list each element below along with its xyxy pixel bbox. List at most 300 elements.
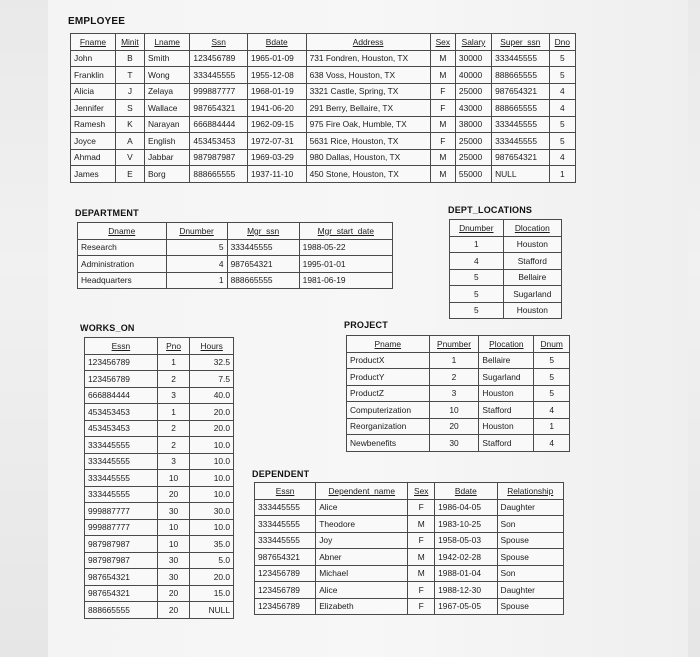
table-row	[85, 420, 234, 437]
table-row	[450, 253, 562, 270]
table-cell: 333445555	[255, 532, 316, 549]
table-cell: 1995-01-01	[299, 256, 392, 273]
table-cell: 1968-01-19	[247, 83, 306, 100]
dependent-title: DEPENDENT	[252, 469, 310, 479]
column-header: Hours	[190, 338, 234, 355]
column-header: Minit	[115, 34, 144, 51]
column-header: Dependent_name	[316, 483, 408, 500]
table-row	[71, 116, 576, 133]
table-row	[71, 83, 576, 100]
table-cell: 32.5	[190, 354, 234, 371]
column-header: Super_ssn	[492, 34, 550, 51]
table-row	[450, 286, 562, 303]
table-cell: 5	[450, 286, 504, 303]
table-cell: 1	[157, 404, 190, 421]
table-row	[255, 565, 564, 582]
table-row	[85, 569, 234, 586]
table-cell: Alice	[316, 582, 408, 599]
table-row	[85, 404, 234, 421]
column-header: Pno	[157, 338, 190, 355]
department-header-row	[78, 223, 393, 240]
table-cell: 7.5	[190, 371, 234, 388]
table-cell: Bellaire	[479, 352, 534, 369]
table-cell: 666884444	[190, 116, 248, 133]
table-cell: 3	[429, 385, 479, 402]
table-cell: 10.0	[190, 453, 234, 470]
column-header: Address	[306, 34, 430, 51]
table-cell: 4	[549, 149, 575, 166]
table-cell: 888665555	[492, 67, 550, 84]
table-cell: F	[430, 100, 455, 117]
table-cell: M	[430, 116, 455, 133]
table-cell: Joy	[316, 532, 408, 549]
table-cell: Spouse	[497, 532, 563, 549]
table-cell: 1967-05-05	[435, 598, 497, 615]
table-cell: A	[115, 133, 144, 150]
table-row	[347, 435, 570, 452]
table-cell: Wallace	[144, 100, 189, 117]
column-header: Dnumber	[166, 223, 227, 240]
table-cell: 4	[534, 435, 570, 452]
table-cell: Headquarters	[78, 272, 167, 289]
table-row	[255, 598, 564, 615]
table-row	[255, 516, 564, 533]
table-cell: Sugarland	[503, 286, 561, 303]
column-header: Mgr_start_date	[299, 223, 392, 240]
table-row	[255, 532, 564, 549]
table-cell: 1941-06-20	[247, 100, 306, 117]
table-row	[71, 67, 576, 84]
table-cell: Houston	[479, 418, 534, 435]
table-cell: F	[408, 598, 435, 615]
table-cell: 1	[549, 166, 575, 183]
column-header: Bdate	[247, 34, 306, 51]
table-cell: James	[71, 166, 116, 183]
table-cell: 10.0	[190, 437, 234, 454]
table-cell: 453453453	[190, 133, 248, 150]
table-row	[71, 133, 576, 150]
table-cell: 123456789	[255, 565, 316, 582]
table-cell: M	[408, 516, 435, 533]
table-cell: Joyce	[71, 133, 116, 150]
employee-title: EMPLOYEE	[68, 16, 126, 27]
table-cell: 333445555	[492, 116, 550, 133]
table-cell: ProductX	[347, 352, 430, 369]
table-cell: 123456789	[255, 582, 316, 599]
table-cell: 2	[429, 369, 479, 386]
project-header-row	[347, 336, 570, 353]
table-cell: 4	[549, 83, 575, 100]
table-row	[450, 302, 562, 319]
table-cell: 987654321	[492, 83, 550, 100]
table-cell: Narayan	[144, 116, 189, 133]
table-cell: 30	[157, 569, 190, 586]
table-cell: Spouse	[497, 549, 563, 566]
table-cell: Zelaya	[144, 83, 189, 100]
table-cell: 999887777	[85, 519, 158, 536]
department-title: DEPARTMENT	[75, 208, 139, 218]
table-cell: 1958-05-03	[435, 532, 497, 549]
table-cell: 5	[534, 385, 570, 402]
table-cell: 888665555	[190, 166, 248, 183]
table-cell: 10.0	[190, 519, 234, 536]
table-cell: 30	[157, 503, 190, 520]
table-cell: Stafford	[479, 402, 534, 419]
table-cell: 1986-04-05	[435, 499, 497, 516]
table-cell: Jabbar	[144, 149, 189, 166]
table-cell: 5	[549, 133, 575, 150]
table-row	[85, 536, 234, 553]
table-cell: 5	[450, 269, 504, 286]
table-cell: ProductZ	[347, 385, 430, 402]
table-cell: 888665555	[492, 100, 550, 117]
table-cell: 10	[157, 519, 190, 536]
table-cell: M	[430, 50, 455, 67]
table-cell: 1	[534, 418, 570, 435]
table-row	[85, 371, 234, 388]
table-cell: V	[115, 149, 144, 166]
table-cell: NULL	[190, 602, 234, 619]
table-cell: Computerization	[347, 402, 430, 419]
table-cell: 30.0	[190, 503, 234, 520]
table-cell: 35.0	[190, 536, 234, 553]
table-cell: 1972-07-31	[247, 133, 306, 150]
table-cell: 10.0	[190, 470, 234, 487]
column-header: Mgr_ssn	[227, 223, 299, 240]
table-cell: 43000	[455, 100, 491, 117]
table-cell: 4	[166, 256, 227, 273]
table-cell: F	[430, 83, 455, 100]
table-cell: 453453453	[85, 420, 158, 437]
table-cell: 987654321	[227, 256, 299, 273]
table-cell: 15.0	[190, 585, 234, 602]
table-cell: Daughter	[497, 499, 563, 516]
table-cell: Wong	[144, 67, 189, 84]
employee-header-row	[71, 34, 576, 51]
table-cell: NULL	[492, 166, 550, 183]
table-row	[347, 385, 570, 402]
dependent-header-row	[255, 483, 564, 500]
table-cell: 1	[429, 352, 479, 369]
column-header: Pname	[347, 336, 430, 353]
dept-locations-title: DEPT_LOCATIONS	[448, 205, 533, 215]
table-row	[71, 149, 576, 166]
table-cell: Theodore	[316, 516, 408, 533]
works-on-title: WORKS_ON	[80, 323, 135, 333]
table-cell: 40.0	[190, 387, 234, 404]
column-header: Lname	[144, 34, 189, 51]
column-header: Plocation	[479, 336, 534, 353]
table-cell: 333445555	[227, 239, 299, 256]
table-cell: 3	[157, 387, 190, 404]
table-cell: 25000	[455, 133, 491, 150]
table-cell: Alicia	[71, 83, 116, 100]
table-cell: 450 Stone, Houston, TX	[306, 166, 430, 183]
table-row	[255, 582, 564, 599]
table-cell: 4	[549, 100, 575, 117]
table-cell: 4	[450, 253, 504, 270]
table-cell: 2	[157, 420, 190, 437]
table-row	[85, 387, 234, 404]
table-row	[347, 402, 570, 419]
table-cell: Elizabeth	[316, 598, 408, 615]
table-cell: F	[408, 532, 435, 549]
dept-locations-header-row	[450, 220, 562, 237]
table-cell: 453453453	[85, 404, 158, 421]
table-cell: 3	[157, 453, 190, 470]
table-cell: 1942-02-28	[435, 549, 497, 566]
column-header: Relationship	[497, 483, 563, 500]
table-cell: 20	[157, 602, 190, 619]
table-cell: 987654321	[85, 585, 158, 602]
table-row	[255, 549, 564, 566]
table-cell: Abner	[316, 549, 408, 566]
table-cell: 5631 Rice, Houston, TX	[306, 133, 430, 150]
dept-locations-table	[449, 219, 562, 319]
table-cell: Alice	[316, 499, 408, 516]
works-on-table	[84, 337, 234, 619]
table-cell: 1965-01-09	[247, 50, 306, 67]
column-header: Sex	[430, 34, 455, 51]
table-row	[85, 552, 234, 569]
table-cell: Houston	[479, 385, 534, 402]
table-row	[347, 352, 570, 369]
table-cell: 20	[429, 418, 479, 435]
table-cell: M	[408, 549, 435, 566]
table-cell: 333445555	[255, 516, 316, 533]
table-cell: Spouse	[497, 598, 563, 615]
column-header: Dlocation	[503, 220, 561, 237]
column-header: Essn	[255, 483, 316, 500]
table-cell: ProductY	[347, 369, 430, 386]
table-cell: 1988-01-04	[435, 565, 497, 582]
table-cell: 987654321	[190, 100, 248, 117]
column-header: Dno	[549, 34, 575, 51]
table-cell: 1988-12-30	[435, 582, 497, 599]
table-cell: 30	[429, 435, 479, 452]
table-row	[85, 486, 234, 503]
table-cell: 25000	[455, 83, 491, 100]
table-cell: Michael	[316, 565, 408, 582]
table-cell: E	[115, 166, 144, 183]
table-cell: 5	[450, 302, 504, 319]
table-cell: 10	[157, 470, 190, 487]
table-cell: Smith	[144, 50, 189, 67]
employee-table	[70, 33, 576, 183]
table-cell: Ramesh	[71, 116, 116, 133]
table-cell: 333445555	[190, 67, 248, 84]
table-cell: 1988-05-22	[299, 239, 392, 256]
table-cell: Ahmad	[71, 149, 116, 166]
table-row	[85, 453, 234, 470]
table-cell: 123456789	[85, 354, 158, 371]
works-on-header-row	[85, 338, 234, 355]
table-row	[85, 503, 234, 520]
table-cell: 40000	[455, 67, 491, 84]
table-cell: Reorganization	[347, 418, 430, 435]
table-row	[71, 50, 576, 67]
table-row	[255, 499, 564, 516]
table-cell: 987654321	[492, 149, 550, 166]
dependent-table	[254, 482, 564, 615]
table-cell: 123456789	[255, 598, 316, 615]
table-cell: Franklin	[71, 67, 116, 84]
table-cell: 5.0	[190, 552, 234, 569]
table-row	[85, 519, 234, 536]
table-cell: Stafford	[479, 435, 534, 452]
table-row	[450, 269, 562, 286]
table-cell: 1983-10-25	[435, 516, 497, 533]
table-cell: Borg	[144, 166, 189, 183]
table-cell: Son	[497, 565, 563, 582]
column-header: Sex	[408, 483, 435, 500]
table-cell: Sugarland	[479, 369, 534, 386]
table-cell: 333445555	[492, 133, 550, 150]
column-header: Dnum	[534, 336, 570, 353]
column-header: Bdate	[435, 483, 497, 500]
table-cell: 291 Berry, Bellaire, TX	[306, 100, 430, 117]
table-cell: Son	[497, 516, 563, 533]
table-cell: 5	[549, 116, 575, 133]
table-cell: Research	[78, 239, 167, 256]
table-cell: 1	[450, 236, 504, 253]
table-cell: 55000	[455, 166, 491, 183]
table-cell: 5	[166, 239, 227, 256]
project-table	[346, 335, 570, 452]
table-cell: 888665555	[85, 602, 158, 619]
table-cell: F	[408, 499, 435, 516]
table-cell: 123456789	[190, 50, 248, 67]
table-cell: 975 Fire Oak, Humble, TX	[306, 116, 430, 133]
table-cell: 20.0	[190, 569, 234, 586]
table-cell: Daughter	[497, 582, 563, 599]
table-row	[450, 236, 562, 253]
table-cell: 1955-12-08	[247, 67, 306, 84]
table-cell: 4	[534, 402, 570, 419]
table-cell: K	[115, 116, 144, 133]
table-cell: M	[430, 149, 455, 166]
table-cell: Houston	[503, 302, 561, 319]
table-cell: 5	[534, 352, 570, 369]
table-cell: 20.0	[190, 404, 234, 421]
table-cell: 888665555	[227, 272, 299, 289]
table-cell: 999887777	[85, 503, 158, 520]
table-cell: 987987987	[190, 149, 248, 166]
table-cell: 30000	[455, 50, 491, 67]
column-header: Dnumber	[450, 220, 504, 237]
table-row	[85, 602, 234, 619]
table-cell: 333445555	[255, 499, 316, 516]
table-cell: M	[430, 67, 455, 84]
table-cell: 333445555	[85, 453, 158, 470]
table-cell: 25000	[455, 149, 491, 166]
table-cell: 20.0	[190, 420, 234, 437]
table-cell: 3321 Castle, Spring, TX	[306, 83, 430, 100]
table-cell: 38000	[455, 116, 491, 133]
table-cell: M	[408, 565, 435, 582]
table-cell: 1962-09-15	[247, 116, 306, 133]
table-cell: 987987987	[85, 536, 158, 553]
table-cell: S	[115, 100, 144, 117]
table-cell: 638 Voss, Houston, TX	[306, 67, 430, 84]
table-cell: 2	[157, 437, 190, 454]
table-cell: B	[115, 50, 144, 67]
table-cell: 333445555	[85, 486, 158, 503]
table-cell: 10	[157, 536, 190, 553]
table-cell: 666884444	[85, 387, 158, 404]
table-cell: 20	[157, 486, 190, 503]
table-row	[85, 470, 234, 487]
table-cell: 5	[534, 369, 570, 386]
table-cell: 1	[157, 354, 190, 371]
column-header: Essn	[85, 338, 158, 355]
table-row	[78, 272, 393, 289]
table-cell: Houston	[503, 236, 561, 253]
table-cell: 30	[157, 552, 190, 569]
table-cell: 333445555	[85, 437, 158, 454]
table-cell: 999887777	[190, 83, 248, 100]
table-cell: John	[71, 50, 116, 67]
table-cell: 1	[166, 272, 227, 289]
table-cell: 1969-03-29	[247, 149, 306, 166]
table-cell: 987987987	[85, 552, 158, 569]
table-cell: 333445555	[85, 470, 158, 487]
table-row	[71, 100, 576, 117]
table-cell: Bellaire	[503, 269, 561, 286]
table-row	[347, 418, 570, 435]
table-cell: 731 Fondren, Houston, TX	[306, 50, 430, 67]
department-table	[77, 222, 393, 289]
column-header: Dname	[78, 223, 167, 240]
table-cell: 123456789	[85, 371, 158, 388]
table-cell: F	[408, 582, 435, 599]
table-cell: 5	[549, 50, 575, 67]
table-row	[71, 166, 576, 183]
table-row	[85, 354, 234, 371]
table-cell: 2	[157, 371, 190, 388]
column-header: Fname	[71, 34, 116, 51]
table-cell: Newbenefits	[347, 435, 430, 452]
table-cell: 10.0	[190, 486, 234, 503]
table-cell: 987654321	[85, 569, 158, 586]
table-row	[78, 239, 393, 256]
table-cell: 1981-06-19	[299, 272, 392, 289]
table-row	[85, 585, 234, 602]
table-cell: 1937-11-10	[247, 166, 306, 183]
table-cell: Stafford	[503, 253, 561, 270]
project-title: PROJECT	[344, 320, 388, 330]
table-cell: 980 Dallas, Houston, TX	[306, 149, 430, 166]
table-cell: 10	[429, 402, 479, 419]
table-cell: T	[115, 67, 144, 84]
table-row	[347, 369, 570, 386]
table-cell: M	[430, 166, 455, 183]
table-row	[85, 437, 234, 454]
column-header: Pnumber	[429, 336, 479, 353]
column-header: Salary	[455, 34, 491, 51]
table-cell: English	[144, 133, 189, 150]
table-cell: 333445555	[492, 50, 550, 67]
table-cell: Administration	[78, 256, 167, 273]
table-cell: Jennifer	[71, 100, 116, 117]
table-row	[78, 256, 393, 273]
table-cell: J	[115, 83, 144, 100]
table-cell: F	[430, 133, 455, 150]
table-cell: 20	[157, 585, 190, 602]
table-cell: 5	[549, 67, 575, 84]
column-header: Ssn	[190, 34, 248, 51]
table-cell: 987654321	[255, 549, 316, 566]
